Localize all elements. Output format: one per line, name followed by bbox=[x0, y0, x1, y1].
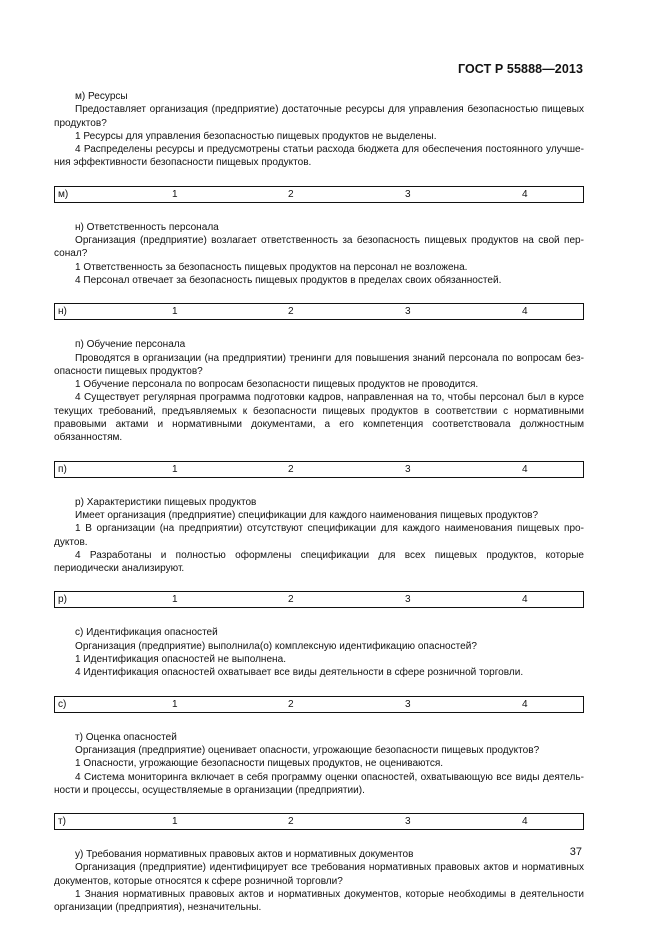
rating-scale-r bbox=[54, 591, 584, 608]
scale-value-2[interactable]: 2 bbox=[288, 594, 294, 606]
option-4: 4 Существует регулярная программа подготовки кадров, направленная на то, чтобы персонал был в курсе текущих требований, предъявляемых к безопасности пищевых продуктов в соответствии с нормативными правовыми актами и нормативными документами, а его компетенция соответствовала должностным обязанностям. bbox=[54, 392, 584, 444]
option-1: 1 Идентификация опасностей не выполнена. bbox=[75, 654, 286, 666]
scale-value-4[interactable]: 4 bbox=[522, 698, 528, 710]
scale-value-2[interactable]: 2 bbox=[288, 188, 294, 200]
section-title: с) Идентификация опасностей bbox=[75, 627, 218, 639]
option-4: 4 Разработаны и полностью оформлены спецификации для всех пищевых продуктов, которые периодически анализируют. bbox=[54, 549, 584, 575]
scale-value-2[interactable]: 2 bbox=[288, 816, 294, 828]
scale-value-3[interactable]: 3 bbox=[405, 698, 411, 710]
scale-value-4[interactable]: 4 bbox=[522, 306, 528, 318]
option-1: 1 Обучение персонала по вопросам безопасности пищевых продуктов не проводится. bbox=[75, 379, 479, 391]
scale-value-3[interactable]: 3 bbox=[405, 306, 411, 318]
option-1: 1 Ответственность за безопасность пищевых продуктов на персонал не возложена. bbox=[75, 261, 468, 273]
section-question: Имеет организация (предприятие) спецификации для каждого наименования пищевых продуктов? bbox=[75, 509, 539, 521]
section-hazard-assessment bbox=[54, 731, 584, 797]
section-question: Проводятся в организации (на предприятии) тренинги для повышения знаний персонала по вопросам безопасности пищевых продуктов? bbox=[54, 352, 584, 377]
scale-label: т) bbox=[58, 816, 66, 828]
scale-value-1[interactable]: 1 bbox=[172, 594, 178, 606]
standard-designation: ГОСТ Р 55888—2013 bbox=[457, 62, 583, 76]
section-title: н) Ответственность персонала bbox=[75, 221, 219, 233]
scale-value-4[interactable]: 4 bbox=[522, 594, 528, 606]
page-number: 37 bbox=[569, 846, 582, 858]
option-4: 4 Персонал отвечает за безопасность пищевых продуктов в пределах своих обязанностей. bbox=[75, 274, 502, 286]
scale-value-1[interactable]: 1 bbox=[172, 306, 178, 318]
scale-label: н) bbox=[58, 306, 67, 318]
rating-scale-s bbox=[54, 696, 584, 713]
scale-value-1[interactable]: 1 bbox=[172, 816, 178, 828]
scale-label: п) bbox=[58, 463, 67, 475]
option-1: 1 В организации (на предприятии) отсутствуют спецификации для каждого наименования пищевых продуктов. bbox=[54, 523, 584, 548]
option-4: 4 Система мониторинга включает в себя программу оценки опасностей, охватывающую все виды деятельности и процессы, осуществляемые в организации (предприятии). bbox=[54, 771, 584, 796]
scale-value-2[interactable]: 2 bbox=[288, 463, 294, 475]
option-4: 4 Распределены ресурсы и предусмотрены статьи расхода бюджета для обеспечения постоянного улучшения эффективности безопасности пищевых продуктов. bbox=[54, 144, 584, 169]
section-product-characteristics bbox=[54, 496, 584, 576]
scale-value-2[interactable]: 2 bbox=[288, 306, 294, 318]
section-title: р) Характеристики пищевых продуктов bbox=[75, 496, 257, 508]
section-title: у) Требования нормативных правовых актов и нормативных документов bbox=[75, 849, 414, 861]
scale-value-1[interactable]: 1 bbox=[172, 698, 178, 710]
scale-value-4[interactable]: 4 bbox=[522, 816, 528, 828]
rating-scale-t bbox=[54, 813, 584, 830]
scale-value-2[interactable]: 2 bbox=[288, 698, 294, 710]
section-question: Организация (предприятие) выполнила(о) комплексную идентификацию опасностей? bbox=[75, 640, 477, 652]
section-title: п) Обучение персонала bbox=[75, 339, 186, 351]
scale-value-4[interactable]: 4 bbox=[522, 188, 528, 200]
option-1: 1 Ресурсы для управления безопасностью пищевых продуктов не выделены. bbox=[75, 130, 437, 142]
scale-value-3[interactable]: 3 bbox=[405, 816, 411, 828]
scale-value-1[interactable]: 1 bbox=[172, 188, 178, 200]
rating-scale-p bbox=[54, 461, 584, 478]
scale-value-3[interactable]: 3 bbox=[405, 463, 411, 475]
scale-label: с) bbox=[58, 698, 67, 710]
section-personnel-training bbox=[54, 338, 584, 444]
scale-value-4[interactable]: 4 bbox=[522, 463, 528, 475]
section-regulatory-requirements bbox=[54, 848, 584, 914]
rating-scale-n bbox=[54, 303, 584, 320]
section-question: Организация (предприятие) возлагает ответственность за безопасность пищевых продуктов на свой персонал? bbox=[54, 235, 584, 260]
document-body bbox=[54, 90, 584, 915]
section-title: м) Ресурсы bbox=[75, 91, 128, 102]
section-hazard-identification bbox=[54, 626, 584, 679]
option-1: 1 Знания нормативных правовых актов и нормативных документов, которые необходимы в деятельности организации (предприятия), незначительны. bbox=[54, 888, 584, 914]
rating-scale-m bbox=[54, 186, 584, 203]
section-personnel-responsibility bbox=[54, 221, 584, 287]
scale-value-3[interactable]: 3 bbox=[405, 594, 411, 606]
scale-value-1[interactable]: 1 bbox=[172, 463, 178, 475]
section-title: т) Оценка опасностей bbox=[75, 731, 177, 743]
section-resources bbox=[54, 90, 584, 170]
scale-label: р) bbox=[58, 594, 67, 606]
section-question: Организация (предприятие) идентифицирует все требования нормативных правовых актов и нормативных документов, которые относятся к сфере розничной торговли? bbox=[54, 862, 584, 887]
section-question: Организация (предприятие) оценивает опасности, угрожающие безопасности пищевых продуктов? bbox=[75, 744, 540, 756]
option-4: 4 Идентификация опасностей охватывает все виды деятельности в сфере розничной торговли. bbox=[75, 667, 524, 679]
option-1: 1 Опасности, угрожающие безопасности пищевых продуктов, не оцениваются. bbox=[75, 758, 444, 770]
scale-label: м) bbox=[58, 188, 69, 200]
scale-value-3[interactable]: 3 bbox=[405, 188, 411, 200]
section-question: Предоставляет организация (предприятие) достаточные ресурсы для управления безопасностью пищевых продуктов? bbox=[54, 104, 584, 129]
